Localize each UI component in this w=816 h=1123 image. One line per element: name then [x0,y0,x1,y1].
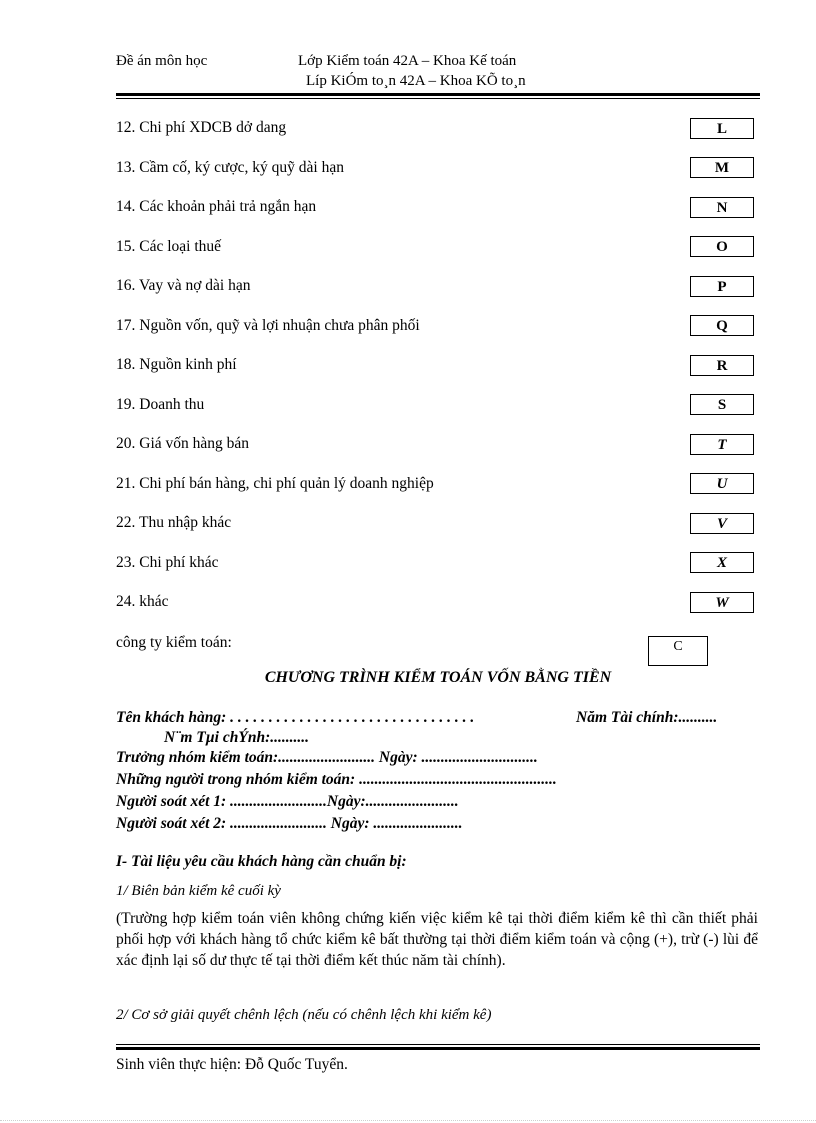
page-edge-divider [0,1120,816,1121]
client-field: Tên khách hàng: . . . . . . . . . . . . . . . . . . . . . . . . . . . . . . . . [116,709,475,726]
code-box: X [690,552,754,573]
code-box: U [690,473,754,494]
footer-rule [116,1047,760,1050]
list-item: 20. Giá vốn hàng bán [116,435,250,452]
team-lead-field: Trưởng nhóm kiểm toán:......................... Ngày: .............................. [116,749,538,766]
list-item: 24. khác [116,593,169,610]
list-item: 19. Doanh thu [116,396,205,413]
header-center-garbled: Líp KiÓm to¸n 42A – Khoa KÕ to¸n [306,73,526,89]
footer-rule-thin [116,1044,760,1045]
list-item: 21. Chi phí bán hàng, chi phí quản lý doanh nghiệp [116,475,434,492]
header-rule [116,93,760,96]
team-members-field: Những người trong nhóm kiểm toán: ................................................... [116,771,557,788]
code-box: T [690,434,754,455]
list-item: 13. Cầm cố, ký cược, ký quỹ dài hạn [116,159,344,176]
program-title: CHƯƠNG TRÌNH KIỂM TOÁN VỐN BẰNG TIỀN [264,669,612,686]
footer-text: Sinh viên thực hiện: Đỗ Quốc Tuyển. [116,1056,348,1073]
code-box: M [690,157,754,178]
list-item: 17. Nguồn vốn, quỹ và lợi nhuận chưa phân phối [116,317,420,334]
code-box: S [690,394,754,415]
section-paragraph: (Trường hợp kiểm toán viên không chứng kiến việc kiểm kê tại thời điểm kiểm kê thì cần thiết phải phối hợp với khách hàng tổ chức kiểm kê bất thường tại thời điểm kiểm toán và cộng (+), trừ (-) lùi để xác định lại số dư thực tế tại thời điểm kết thúc năm tài chính). [116,910,758,969]
code-box: P [690,276,754,297]
header-center: Lớp Kiểm toán 42A – Khoa Kế toán [298,53,517,69]
list-item: 23. Chi phí khác [116,554,219,571]
code-box: Q [690,315,754,336]
list-item: 16. Vay và nợ dài hạn [116,277,251,294]
company-label: công ty kiểm toán: [116,634,232,651]
reviewer-2-field: Người soát xét 2: ......................... Ngày: ....................... [116,815,463,832]
fiscal-year-garbled: N¨m Tµi chÝnh:.......... [164,729,309,746]
section-item-2: 2/ Cơ sở giải quyết chênh lệch (nếu có chênh lệch khi kiểm kê) [116,1007,492,1023]
reviewer-1-field: Người soát xét 1: .........................Ngày:........................ [116,793,459,810]
section-item-1: 1/ Biên bản kiểm kê cuối kỳ [116,883,281,899]
list-item: 12. Chi phí XDCB dở dang [116,119,287,136]
list-item: 14. Các khoản phải trả ngắn hạn [116,198,317,215]
code-box: L [690,118,754,139]
code-box: N [690,197,754,218]
header-left: Đề án môn học [116,53,208,69]
list-item: 15. Các loại thuế [116,238,222,255]
company-code-box: C [648,636,708,666]
section-heading: I- Tài liệu yêu cầu khách hàng cần chuẩn bị: [116,853,407,870]
code-box: V [690,513,754,534]
header-rule-thin [116,98,760,99]
code-box: R [690,355,754,376]
code-box: O [690,236,754,257]
list-item: 22. Thu nhập khác [116,514,232,531]
fiscal-year-field: Năm Tài chính:.......... [576,709,718,726]
list-item: 18. Nguồn kinh phí [116,356,237,373]
code-box: W [690,592,754,613]
